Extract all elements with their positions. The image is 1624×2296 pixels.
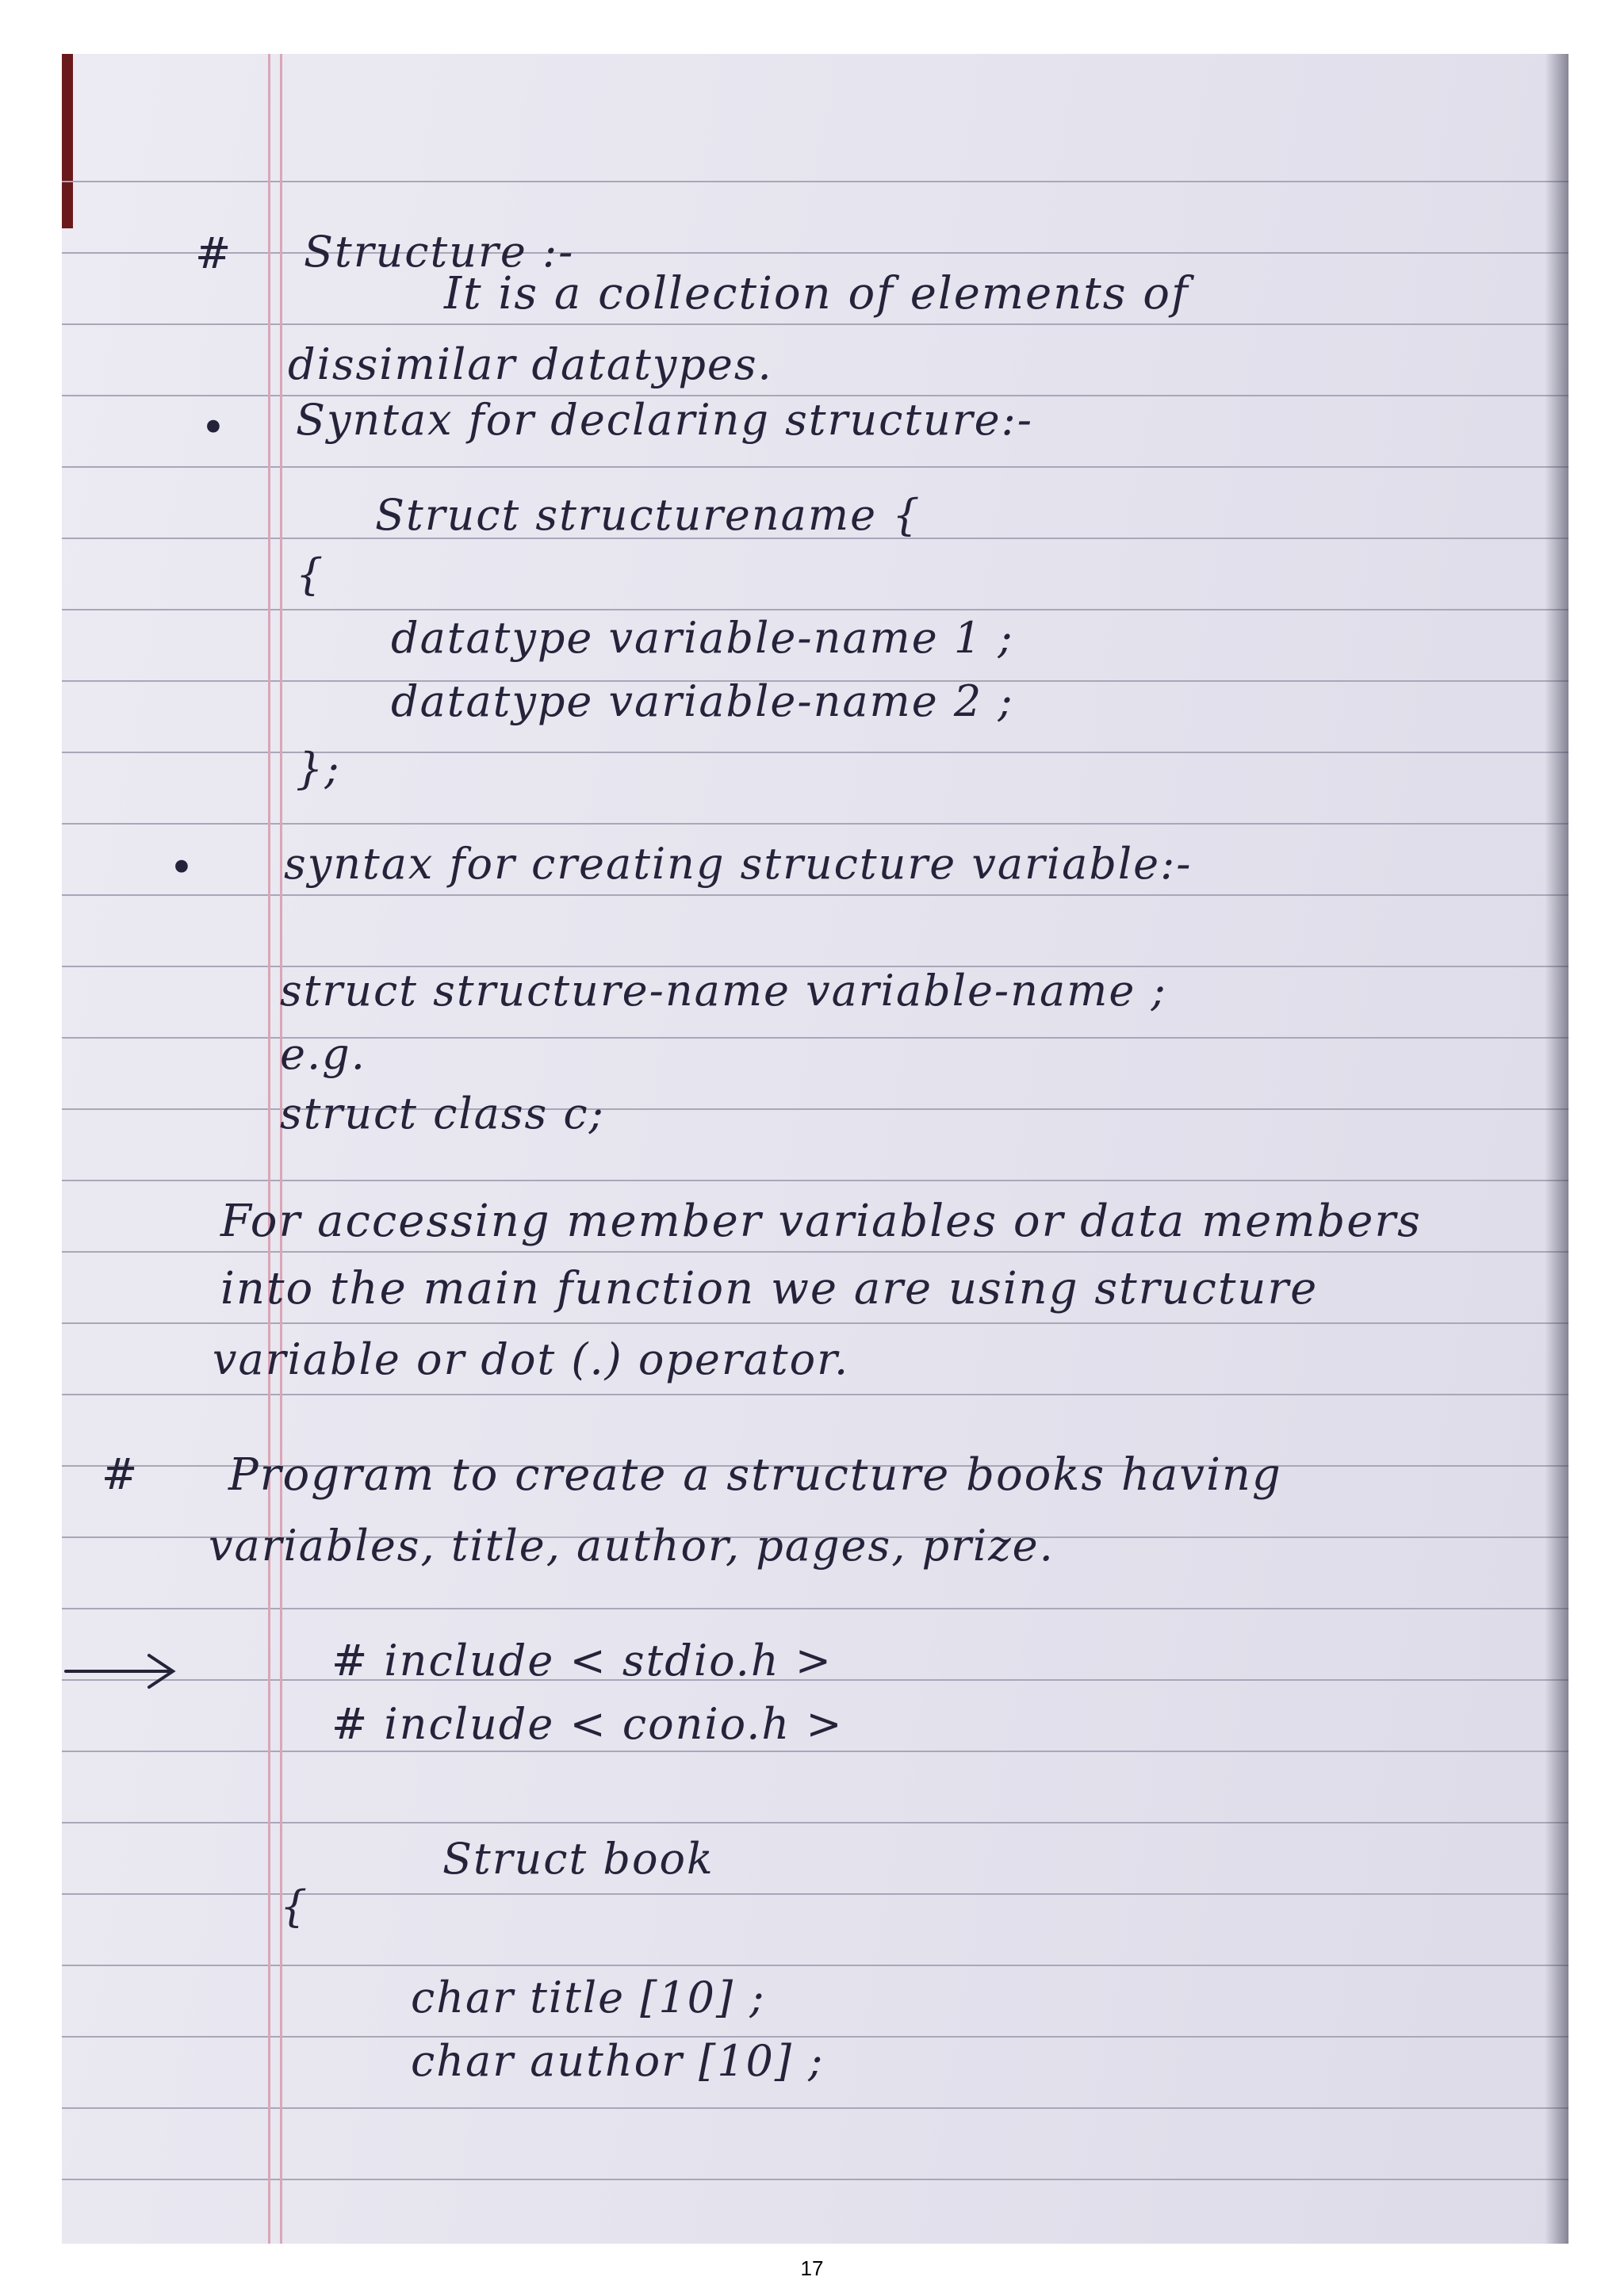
ruled-line [62,1394,1568,1395]
hash-mark: # [102,1449,140,1499]
ruled-line [62,2179,1568,2180]
code-member-2: datatype variable-name 2 ; [391,676,1014,726]
ruled-line [62,323,1568,325]
ruled-line [62,1251,1568,1253]
code-close-brace: }; [296,744,341,794]
page-edge [62,54,73,228]
bullet: • [201,403,228,453]
bullet: • [169,843,196,893]
page-shadow [1545,54,1568,2244]
ruled-line [62,894,1568,896]
program-heading-line-2: variables, title, author, pages, prize. [209,1521,1055,1571]
code-include-conio: # include < conio.h > [331,1699,844,1749]
definition-line-1: It is a collection of elements of [444,268,1189,320]
notebook-page-photo [62,54,1568,2244]
heading-structure: Structure :- [304,227,575,277]
arrow-icon [62,1647,181,1695]
code-struct-variable: struct structure-name variable-name ; [280,966,1167,1016]
ruled-line [62,1180,1568,1181]
ruled-line [62,252,1568,254]
paragraph-line-1: For accessing member variables or data members [220,1196,1422,1247]
hash-mark: # [195,228,233,278]
ruled-line [62,1608,1568,1609]
example-label: e.g. [280,1029,366,1079]
margin-line [268,54,270,2244]
code-member-author: char author [10] ; [411,2036,825,2086]
code-member-title: char title [10] ; [411,1973,766,2022]
ruled-line [62,2107,1568,2109]
ruled-line [62,1751,1568,1752]
code-open-brace: { [296,549,325,599]
ruled-line [62,752,1568,753]
syntax-declaring-heading: Syntax for declaring structure:- [296,395,1034,445]
ruled-line [62,1322,1568,1324]
definition-line-2: dissimilar datatypes. [288,339,773,389]
ruled-line [62,181,1568,182]
paragraph-line-3: variable or dot (.) operator. [213,1334,850,1384]
ruled-line [62,466,1568,468]
ruled-line [62,1822,1568,1823]
page-number: 17 [800,2256,824,2280]
ruled-line [62,609,1568,610]
ruled-line [62,1965,1568,1966]
program-heading-line-1: Program to create a structure books having [228,1449,1282,1501]
syntax-creating-heading: syntax for creating structure variable:- [284,839,1193,889]
code-include-stdio: # include < stdio.h > [331,1636,833,1686]
code-struct-header: Struct structurename { [375,490,921,540]
paragraph-line-2: into the main function we are using structure [220,1263,1319,1314]
example-code: struct class c; [280,1089,605,1138]
code-member-1: datatype variable-name 1 ; [391,613,1014,663]
code-open-brace: { [280,1881,309,1931]
code-struct-book: Struct book [442,1834,714,1884]
ruled-line [62,823,1568,825]
